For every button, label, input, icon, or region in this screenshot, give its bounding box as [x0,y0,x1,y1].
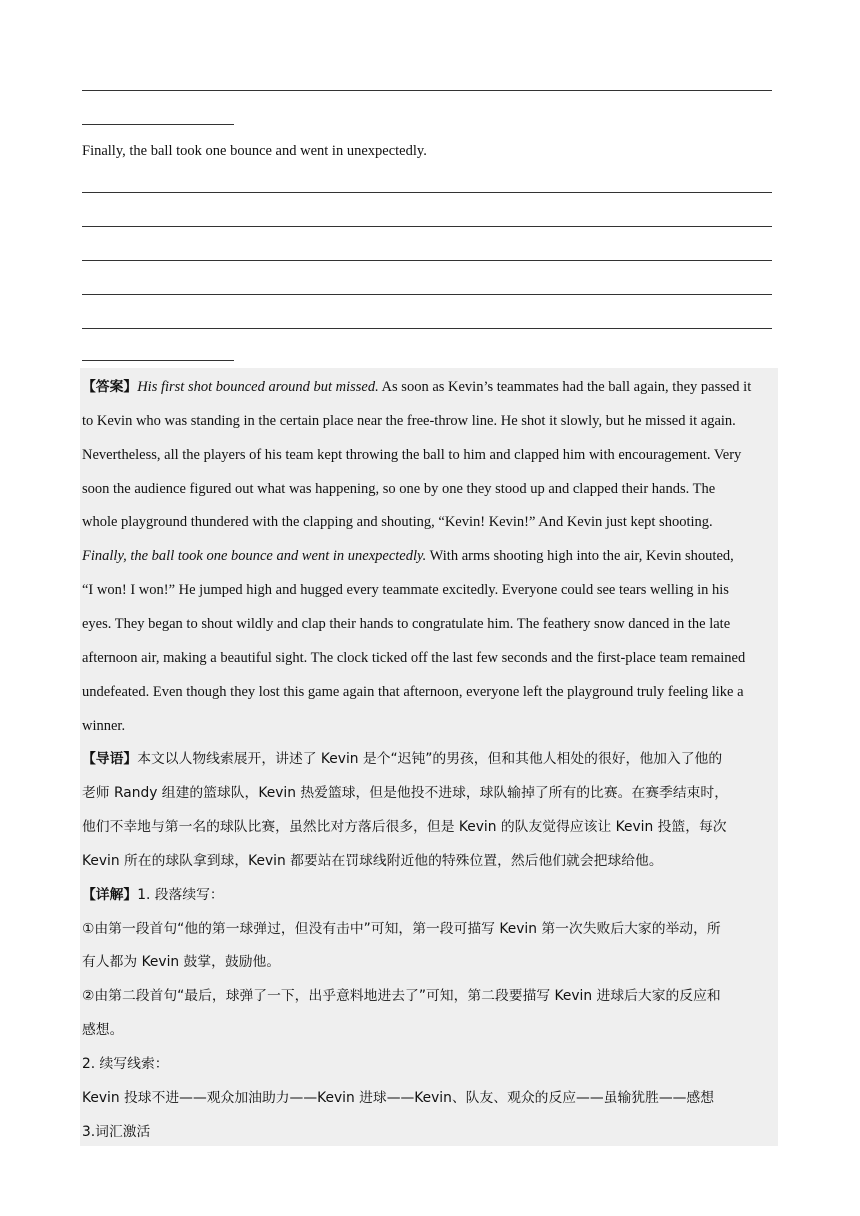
answer-text-span: to Kevin who was standing in the certain place near the free-throw line. He shot it slowly, but he missed it again. [82,412,736,429]
answer-line [82,411,736,431]
answer-text-span: 感想。 [82,1022,124,1039]
answer-text-span: 老师 Randy 组建的篮球队，Kevin 热爱篮球，但是他投不进球，球队输掉了所有的比赛。在赛季结束时， [82,785,729,802]
writing-line [82,260,772,261]
answer-line [82,580,729,600]
answer-text-span: 他们不幸地与第一名的球队比赛，虽然比对方落后很多，但是 Kevin 的队友觉得应该让 Kevin 投篮，每次 [82,819,727,836]
writing-line [82,226,772,227]
answer-line [82,885,224,905]
answer-text-span: undefeated. Even though they lost this game again that afternoon, everyone left the playground truly feeling like a [82,683,744,700]
section-label: 【详解】 [82,886,138,903]
answer-line [82,817,727,837]
answer-line [82,783,728,803]
answer-text-span: winner. [82,717,126,734]
answer-text-span: As soon as Kevin’s teammates had the ball again, they passed it [378,379,752,395]
answer-text-span: 2. 续写线索： [82,1056,169,1072]
answer-line [82,851,663,871]
writing-line [82,294,772,295]
answer-line [82,377,751,397]
answer-line [82,1122,150,1142]
writing-line-short [82,360,234,361]
writing-line [82,192,772,193]
answer-line [82,1054,169,1074]
answer-text-span: Kevin 所在的球队拿到球，Kevin 都要站在罚球线附近他的特殊位置，然后他们就会把球给他。 [82,852,663,869]
answer-line [82,546,734,566]
writing-line [82,90,772,91]
answer-line [82,1020,123,1040]
section-label: 【导语】 [82,751,138,768]
writing-line-short [82,124,234,125]
answer-text-span: 3.词汇激活 [82,1123,151,1140]
prompt-sentence: Finally, the ball took one bounce and went in unexpectedly. [82,143,427,159]
answer-text-span: Kevin 投球不进——观众加油助力——Kevin 进球——Kevin、队友、观众的反应——虽输犹胜——感想 [82,1089,715,1106]
answer-text-span: His first shot bounced around but missed. [137,379,379,395]
answer-line [82,512,713,532]
answer-line [82,749,722,769]
answer-line [82,716,125,736]
answer-text-span: Finally, the ball took one bounce and went in unexpectedly. [82,548,427,565]
answer-text-span: 1. 段落续写： [137,886,224,903]
answer-text-span: Nevertheless, all the players of his team kept throwing the ball to him and clapped him with encouragement. Very [82,446,742,463]
answer-text-span: soon the audience figured out what was happening, so one by one they stood up and clapped their hands. The [82,480,716,497]
answer-line [82,1088,714,1108]
answer-text-span: eyes. They began to shout wildly and clap their hands to congratulate him. The feathery snow danced in the late [82,615,731,632]
answer-text-span: afternoon air, making a beautiful sight. The clock ticked off the last few seconds and the first-place team remained [82,649,746,666]
answer-line [82,614,730,634]
answer-text-span: 有人都为 Kevin 鼓掌，鼓励他。 [82,954,281,971]
answer-text-span: “I won! I won!” He jumped high and hugged every teammate excitedly. Everyone could see tears welling in his [82,582,729,599]
answer-text-span: ①由第一段首句“他的第一球弹过，但没有击中”可知，第一段可描写 Kevin 第一次失败后大家的举动，所 [82,920,721,937]
section-label: 【答案】 [82,379,138,395]
answer-line [82,648,745,668]
answer-line [82,682,744,702]
answer-line [82,445,741,465]
answer-text-span: 本文以人物线索展开，讲述了 Kevin 是个“迟钝”的男孩，但和其他人相处的很好，他加入了他的 [137,751,723,768]
answer-text-span: ②由第二段首句“最后，球弹了一下，出乎意料地进去了”可知，第二段要描写 Kevin 进球后大家的反应和 [82,988,721,1005]
answer-line [82,919,721,939]
writing-line [82,328,772,329]
answer-text-span: whole playground thundered with the clapping and shouting, “Kevin! Kevin!” And Kevin just kept shooting. [82,514,713,531]
answer-line [82,986,721,1006]
answer-line [82,952,280,972]
answer-line [82,479,715,499]
answer-text-span: With arms shooting high into the air, Kevin shouted, [426,548,734,565]
